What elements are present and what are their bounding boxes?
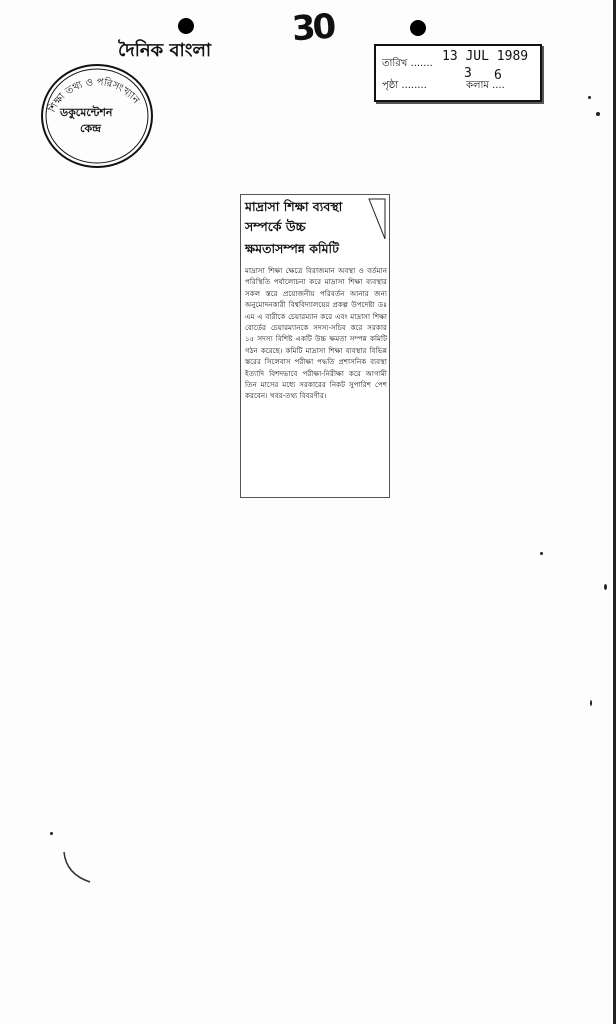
date-dots: ....... bbox=[410, 58, 433, 69]
page-label: পৃষ্ঠা bbox=[382, 80, 399, 91]
column-dots: .... bbox=[492, 80, 505, 91]
column-value: 6 bbox=[494, 68, 502, 83]
punch-hole-left bbox=[178, 18, 194, 34]
page-number: 30 bbox=[290, 6, 335, 50]
scan-speck bbox=[590, 700, 592, 706]
page-column-row bbox=[382, 78, 505, 95]
scan-speck bbox=[588, 96, 591, 99]
newspaper-name: দৈনিক বাংলা bbox=[118, 40, 212, 61]
stamp-arc-text: শিক্ষা তথ্য ও পরিসংখ্যান bbox=[46, 77, 142, 115]
page-dots: ........ bbox=[401, 80, 427, 91]
newspaper-clipping bbox=[240, 194, 390, 498]
scan-speck bbox=[596, 112, 600, 116]
page-value: 3 bbox=[464, 66, 472, 81]
article-body: মাদ্রাসা শিক্ষা ক্ষেত্রে বিরাজমান অবস্থা ও বর্তমান পরিস্থিতি পর্যালোচনা করে মাদ্রাসা শিক্ষা ব্যবস্থার সকল স্তরে প্রয়োজনীয় পরিবর্তন আনার জন্য অনুমোদনকারী বিশ্ববিদ্যালয়ের প্রকল্প উপদেষ্টা ডঃ এম এ বারীকে চেয়ারম্যান করে এবং মাদ্রাসা শিক্ষা বোর্ডের চেয়ারম্যানকে সদস্য-সচিব করে সরকার ১৫ সদস্য বিশিষ্ট একটি উচ্চ ক্ষমতা সম্পন্ন কমিটি গঠন করেছে। কমিটি মাদ্রাসা শিক্ষা ব্যবস্থার বিভিন্ন স্তরের সিলেবাস পরীক্ষা পদ্ধতি প্রশাসনিক ব্যবস্থা ইত্যাদি বিশদভাবে পরীক্ষা-নিরীক্ষা করে আগামী তিন মাসের মধ্যে সরকারের নিকট সুপারিশ পেশ করবেন। খবর-তথ্য বিবরণীর। bbox=[245, 266, 387, 401]
headline-line2: সম্পর্কে উচ্চ bbox=[245, 219, 306, 234]
date-row bbox=[382, 56, 433, 73]
headline-line1: মাদ্রাসা শিক্ষা ব্যবস্থা bbox=[245, 199, 343, 214]
date-stamp bbox=[374, 44, 542, 102]
scan-speck bbox=[540, 552, 543, 555]
stamp-center-line2: কেন্দ্র bbox=[80, 122, 102, 135]
column-label: কলাম bbox=[466, 80, 489, 91]
scan-mark-icon bbox=[60, 848, 100, 888]
scan-speck bbox=[604, 584, 607, 590]
torn-corner-icon bbox=[367, 197, 387, 241]
date-value: 13 JUL 1989 bbox=[442, 49, 529, 64]
headline-line3: ক্ষমতাসম্পন্ন কমিটি bbox=[245, 241, 339, 256]
archive-stamp bbox=[38, 58, 156, 170]
scan-speck bbox=[50, 832, 53, 835]
stamp-center-line1: ডকুমেন্টেশন bbox=[60, 106, 113, 119]
date-label: তারিখ bbox=[382, 58, 408, 69]
punch-hole-right bbox=[410, 20, 426, 36]
